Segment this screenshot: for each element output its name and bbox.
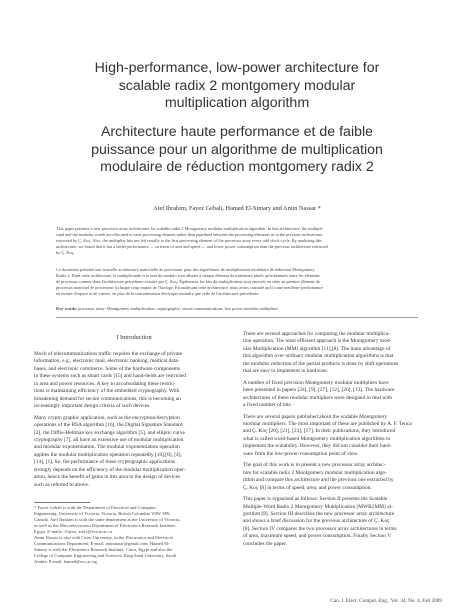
footnote-line: Simary is with the Electronics Research Institute, Cairo, Egypt and also the [34, 547, 173, 553]
abstract-divider [56, 317, 418, 318]
title-french [30, 124, 444, 177]
body-text-line: in area and power resources. A key to accomodating these restric- [34, 380, 176, 387]
title-en-line: High-performance, low-power architecture for [94, 60, 380, 76]
body-text-line: ture for scalable radix 2 Montgomery modular multiplication algo- [243, 469, 388, 476]
body-text-line: tions is maintaining efficiency of the embedded cryptography. With [34, 388, 180, 395]
body-text-line: Much of telecommunications traffic requires the exchange of private [34, 351, 183, 357]
footnote-line: Canada. Atef Ibrahim is with the same department at the University of Victoria, [34, 517, 181, 523]
abstract-english [56, 226, 418, 256]
right-column [243, 331, 443, 548]
body-text-line: bases, and electronic commerce. Some of the hardware components [34, 365, 181, 372]
footnote-line: Engineering, University of Victoria, Victoria, British Columbia V8W 3P6, [34, 511, 171, 517]
body-text-line: The goal of this work is to present a new processor array architec- [243, 462, 386, 469]
body-text-line: such as referred to above. [34, 481, 90, 488]
abstract-french [56, 267, 418, 297]
body-text-line: a fixed number of bits. [243, 402, 292, 409]
body-text-line: modular multipliers. The most important of these are published by A. F. Tenca [243, 420, 412, 427]
abstract-line: architecture, we found that it has a better performance — in terms of area and speed — and lower power consumption than the previous architecture extracted [56, 244, 328, 250]
abstract-line: Radix 2. Dans cette architecture, le multiplicande et le mot du modulo sont alloués à chaque élément de traitement plutôt qu'acheminés entre les éléments [56, 273, 320, 279]
abstract-line: Ce document présente une nouvelle architecture matricielle de processeur pour des algorithmes de multiplication modulaire de réduction Montgomery [56, 267, 315, 272]
body-text-line: and Ç. Koç [20], [21], [23], [17]. In their publications, they introduced [243, 428, 396, 435]
footnote-line: * Fayez Gebali is with the Department of Electrical and Computer [34, 505, 156, 510]
title-fr-line: modulaire de réduction montgomery radix 2 [100, 159, 374, 175]
title-english [30, 60, 444, 113]
keywords [56, 306, 418, 312]
body-text-line: broadening demand for secure communications, this is becoming an [34, 395, 181, 402]
body-text-line: strongly depends on the efficiency of the modular multiplication oper- [34, 466, 186, 473]
author-list: Atef Ibrahim, Fayez Gebali, Hamed El-Simary and Amin Nassar * [153, 205, 321, 212]
body-text-line: tion operation. The most efficient approach is the Montgomery mod- [243, 338, 392, 345]
footnote-line: Amin Nassar is also with Cairo University, in the Electronics and Electrical [34, 535, 173, 541]
footnote-line: Communications Department. E-mail: aminassar@gmail.com. Hamed El- [34, 541, 170, 547]
title-en-line: scalable radix 2 montgomery modular [118, 77, 356, 94]
abstract-line: de processus comme dans l'architecture précédente extraite par Ç. Koç. Également, les bits du multiplicateur sont envoyés en série au premier élément de [56, 279, 320, 285]
body-text-line: [8]. Section IV compares the two processor array architectures in terms [243, 525, 397, 532]
section-heading: I Introduction [116, 334, 152, 341]
body-text-line: rithm and compare this architecture and the previous one extracted by [243, 477, 394, 484]
footnote-divider [34, 502, 90, 503]
title-fr-line: Architecture haute performance et de faible [100, 124, 374, 140]
keywords-text: processor array; Montgomery multiplication; cryptography; secure communications; low power modular multipliers [77, 306, 278, 311]
abstract-line: by Ç. Koç. [56, 250, 75, 256]
abstract-line: cand and the modulus words are allocated to each processing element rather than pipelined between the processing elements as in the previous architecture [56, 232, 323, 238]
body-text-line: architectures of these modular multipliers were designed to deal with [243, 394, 392, 401]
body-text-line: There are several approaches for computing the modular multiplica- [243, 331, 390, 337]
left-column [34, 351, 234, 489]
body-text-line: concludes the paper. [243, 540, 287, 547]
body-text-line: gorithm [8]. Section III describes the new processor array architecture [243, 510, 395, 517]
body-text-line: this algorithm over ordinary modular multiplication algorithms is that [243, 353, 394, 360]
body-text-line: that are easy to implement in hardware. [243, 368, 329, 375]
abstract-line: extracted by Ç. Koç. Also, the multiplier bits are fed serially to the first processing element of the processor array every odd clock cycle. By analyzing this [56, 238, 322, 244]
body-text-line: what is called word-based Montgomery multiplication algorithms to [243, 435, 391, 442]
footnote-line: College of Computer Engineering and Sciences, King Saud University, Saudi [34, 553, 177, 559]
body-text-line: information, e.g., electronic mail, electronic banking, medical data- [34, 358, 180, 365]
abstract-line: en termes d'espace et de vitesse, en plus de la consommation électrique moindre que celle de l'architecture précédente. [56, 291, 260, 297]
footnote-line: as well as the Microelectronics Department of Electronics Research Institute, [34, 523, 176, 529]
title-fr-line: puissance pour un algorithme de multiplication [91, 141, 383, 158]
body-text-line: of area, maximum speed, and power consumption. Finally Section V [243, 533, 392, 540]
body-text-line: A number of fixed precision Montgomery modular multipliers have [243, 379, 389, 386]
body-text-line: This paper is organized as follows: Section II presents the Scalable [243, 496, 388, 503]
footnote-line: Egypt. E-mails: {fayez, atef}@ece.uvic.ca [34, 529, 113, 535]
body-text-line: operations of the RSA algorithm [16], the Digital Signature Standard [34, 422, 183, 429]
body-text-line: [2], the Diffie-Hellman key exchange algorithm [5], and elliptic curve [34, 429, 185, 436]
body-text-line: the modulus reduction of the partial products is done by shift operations [243, 360, 399, 367]
footnote-line: Arabia. E-mail: hamed@ecs.ac.eg. [34, 559, 98, 565]
abstract-line: processus matriciel de processeur à chaque coup impair de l'horloge. En analysant cette architecture, nous avons constaté qu'il a une meilleure performance [56, 285, 324, 291]
body-text-line: ular Multiplication (MM) algorithm [11],[8]. The main advantage of [243, 345, 391, 352]
journal-citation: Can. J. Elect. Comput. Eng., Vol. 34, No. 4, Fall 2009 [330, 598, 442, 604]
title-en-line: multiplication algorithm [164, 95, 310, 111]
body-text-line: There are several papers published about the scalable Montgomery [243, 413, 388, 420]
body-text-line: applies the modular multiplication operation repeatedly [10],[6], [4], [34, 451, 182, 458]
keywords-label: Key words: [56, 306, 78, 311]
body-text-line: been presented in papers [24], [9], [27], [12], [26], [13]. The hardware [243, 387, 395, 394]
body-text-line: cryptography [7], all have an extensive use of modular multiplication [34, 436, 184, 443]
body-text-line: [14], [1], So, the performance of these cryptographic applications [34, 459, 176, 466]
body-text-line: and shows a brief discussion for the previous architecture of Ç. Koç [243, 518, 390, 525]
body-text-line: Ç. Koç [8] in terms of speed, area, and power consumption. [243, 484, 372, 491]
body-text-line: ware from the low-power-consumption point of view. [243, 450, 359, 457]
body-text-line: Multiple-Word Radix 2 Montgomery Multiplication (MWR2MM) al- [243, 503, 393, 510]
abstract-line: This paper presents a new processor array architecture for scalable radix 2 Montgomery modular multiplication algorithm. In this architecture, the multipli- [56, 226, 324, 231]
body-text-line: implement the scalability. However, they did not consider their hard- [243, 443, 392, 450]
body-text-line: in these systems such as smart cards [15] and hand-helds are restricted [34, 373, 186, 380]
body-text-line: ation, hence the benefit of gains in this area to the design of devices [34, 474, 181, 481]
body-text-line: increasingly important design criteria of such devices. [34, 403, 151, 410]
body-text-line: Many crypto graphic application, such as the encryption/decryption [34, 414, 180, 421]
body-text-line: and modular exponentiation. The modular exponentiation operation [34, 444, 180, 451]
footnotes [34, 505, 234, 565]
